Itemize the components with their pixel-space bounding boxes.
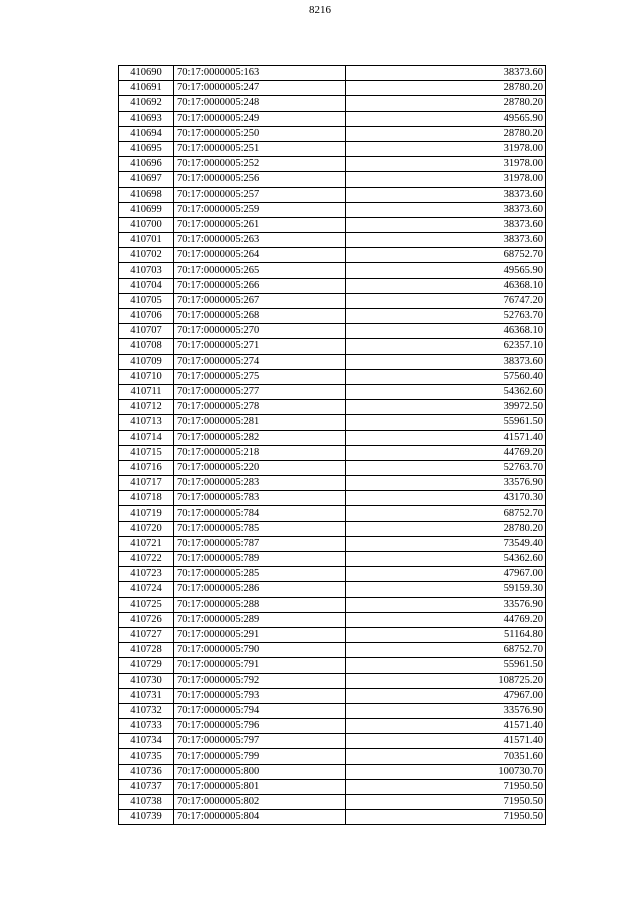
row-number-cell: 410737	[119, 779, 174, 794]
value-cell: 76747.20	[346, 293, 546, 308]
value-cell: 44769.20	[346, 612, 546, 627]
cadastral-number-cell: 70:17:0000005:263	[174, 233, 346, 248]
value-cell: 73549.40	[346, 536, 546, 551]
cadastral-number-cell: 70:17:0000005:268	[174, 309, 346, 324]
value-cell: 52763.70	[346, 460, 546, 475]
table-row	[119, 445, 546, 460]
value-cell: 59159.30	[346, 582, 546, 597]
table-row	[119, 415, 546, 430]
table-row	[119, 400, 546, 415]
value-cell: 70351.60	[346, 749, 546, 764]
table-row	[119, 430, 546, 445]
row-number-cell: 410719	[119, 506, 174, 521]
cadastral-number-cell: 70:17:0000005:270	[174, 324, 346, 339]
table-row	[119, 384, 546, 399]
table-row	[119, 658, 546, 673]
row-number-cell: 410726	[119, 612, 174, 627]
row-number-cell: 410720	[119, 521, 174, 536]
table-row	[119, 202, 546, 217]
cadastral-number-cell: 70:17:0000005:281	[174, 415, 346, 430]
row-number-cell: 410709	[119, 354, 174, 369]
cadastral-number-cell: 70:17:0000005:796	[174, 719, 346, 734]
row-number-cell: 410704	[119, 278, 174, 293]
cadastral-number-cell: 70:17:0000005:247	[174, 81, 346, 96]
value-cell: 100730.70	[346, 764, 546, 779]
table-body	[119, 66, 546, 825]
table-row	[119, 779, 546, 794]
table-row	[119, 764, 546, 779]
row-number-cell: 410699	[119, 202, 174, 217]
value-cell: 33576.90	[346, 703, 546, 718]
table-row	[119, 521, 546, 536]
cadastral-number-cell: 70:17:0000005:783	[174, 491, 346, 506]
cadastral-number-cell: 70:17:0000005:285	[174, 567, 346, 582]
table-row	[119, 157, 546, 172]
row-number-cell: 410703	[119, 263, 174, 278]
row-number-cell: 410717	[119, 476, 174, 491]
value-cell: 49565.90	[346, 111, 546, 126]
value-cell: 38373.60	[346, 354, 546, 369]
table-row	[119, 582, 546, 597]
row-number-cell: 410725	[119, 597, 174, 612]
table-row	[119, 369, 546, 384]
cadastral-number-cell: 70:17:0000005:220	[174, 460, 346, 475]
row-number-cell: 410728	[119, 643, 174, 658]
value-cell: 28780.20	[346, 126, 546, 141]
row-number-cell: 410716	[119, 460, 174, 475]
cadastral-number-cell: 70:17:0000005:275	[174, 369, 346, 384]
table-row	[119, 719, 546, 734]
cadastral-number-cell: 70:17:0000005:257	[174, 187, 346, 202]
row-number-cell: 410721	[119, 536, 174, 551]
row-number-cell: 410697	[119, 172, 174, 187]
cadastral-number-cell: 70:17:0000005:799	[174, 749, 346, 764]
row-number-cell: 410724	[119, 582, 174, 597]
table-row	[119, 612, 546, 627]
table-row	[119, 66, 546, 81]
row-number-cell: 410698	[119, 187, 174, 202]
row-number-cell: 410731	[119, 688, 174, 703]
value-cell: 108725.20	[346, 673, 546, 688]
row-number-cell: 410714	[119, 430, 174, 445]
value-cell: 38373.60	[346, 187, 546, 202]
cadastral-number-cell: 70:17:0000005:283	[174, 476, 346, 491]
cadastral-number-cell: 70:17:0000005:792	[174, 673, 346, 688]
cadastral-number-cell: 70:17:0000005:277	[174, 384, 346, 399]
row-number-cell: 410706	[119, 309, 174, 324]
table-row	[119, 248, 546, 263]
table-row	[119, 324, 546, 339]
row-number-cell: 410732	[119, 703, 174, 718]
value-cell: 52763.70	[346, 309, 546, 324]
value-cell: 49565.90	[346, 263, 546, 278]
table-row	[119, 354, 546, 369]
cadastral-number-cell: 70:17:0000005:794	[174, 703, 346, 718]
row-number-cell: 410701	[119, 233, 174, 248]
value-cell: 41571.40	[346, 719, 546, 734]
value-cell: 38373.60	[346, 217, 546, 232]
cadastral-number-cell: 70:17:0000005:789	[174, 552, 346, 567]
table-row	[119, 536, 546, 551]
row-number-cell: 410718	[119, 491, 174, 506]
table-row	[119, 126, 546, 141]
row-number-cell: 410715	[119, 445, 174, 460]
row-number-cell: 410700	[119, 217, 174, 232]
row-number-cell: 410690	[119, 66, 174, 81]
row-number-cell: 410692	[119, 96, 174, 111]
page-number: 8216	[309, 4, 331, 16]
cadastral-number-cell: 70:17:0000005:793	[174, 688, 346, 703]
row-number-cell: 410723	[119, 567, 174, 582]
cadastral-number-cell: 70:17:0000005:804	[174, 810, 346, 825]
cadastral-number-cell: 70:17:0000005:256	[174, 172, 346, 187]
table-row	[119, 293, 546, 308]
cadastral-number-cell: 70:17:0000005:251	[174, 141, 346, 156]
cadastral-number-cell: 70:17:0000005:267	[174, 293, 346, 308]
table-row	[119, 734, 546, 749]
value-cell: 71950.50	[346, 795, 546, 810]
value-cell: 33576.90	[346, 597, 546, 612]
cadastral-number-cell: 70:17:0000005:261	[174, 217, 346, 232]
cadastral-number-cell: 70:17:0000005:289	[174, 612, 346, 627]
table-row	[119, 703, 546, 718]
value-cell: 47967.00	[346, 567, 546, 582]
table-row	[119, 217, 546, 232]
cadastral-number-cell: 70:17:0000005:286	[174, 582, 346, 597]
value-cell: 54362.60	[346, 552, 546, 567]
value-cell: 43170.30	[346, 491, 546, 506]
row-number-cell: 410694	[119, 126, 174, 141]
table-row	[119, 795, 546, 810]
value-cell: 31978.00	[346, 157, 546, 172]
cadastral-number-cell: 70:17:0000005:802	[174, 795, 346, 810]
row-number-cell: 410727	[119, 627, 174, 642]
table-row	[119, 506, 546, 521]
row-number-cell: 410710	[119, 369, 174, 384]
value-cell: 57560.40	[346, 369, 546, 384]
row-number-cell: 410734	[119, 734, 174, 749]
cadastral-number-cell: 70:17:0000005:791	[174, 658, 346, 673]
row-number-cell: 410695	[119, 141, 174, 156]
value-cell: 47967.00	[346, 688, 546, 703]
row-number-cell: 410738	[119, 795, 174, 810]
cadastral-number-cell: 70:17:0000005:249	[174, 111, 346, 126]
cadastral-number-cell: 70:17:0000005:163	[174, 66, 346, 81]
value-cell: 28780.20	[346, 81, 546, 96]
table-row	[119, 491, 546, 506]
row-number-cell: 410691	[119, 81, 174, 96]
cadastral-number-cell: 70:17:0000005:248	[174, 96, 346, 111]
value-cell: 38373.60	[346, 202, 546, 217]
row-number-cell: 410702	[119, 248, 174, 263]
cadastral-number-cell: 70:17:0000005:801	[174, 779, 346, 794]
value-cell: 38373.60	[346, 233, 546, 248]
value-cell: 28780.20	[346, 96, 546, 111]
table-row	[119, 263, 546, 278]
row-number-cell: 410696	[119, 157, 174, 172]
table-row	[119, 597, 546, 612]
cadastral-number-cell: 70:17:0000005:785	[174, 521, 346, 536]
value-cell: 33576.90	[346, 476, 546, 491]
table-row	[119, 111, 546, 126]
value-cell: 71950.50	[346, 779, 546, 794]
cadastral-number-cell: 70:17:0000005:264	[174, 248, 346, 263]
table-row	[119, 627, 546, 642]
value-cell: 55961.50	[346, 658, 546, 673]
table-row	[119, 460, 546, 475]
value-cell: 44769.20	[346, 445, 546, 460]
value-cell: 46368.10	[346, 324, 546, 339]
cadastral-number-cell: 70:17:0000005:266	[174, 278, 346, 293]
value-cell: 39972.50	[346, 400, 546, 415]
table-row	[119, 749, 546, 764]
row-number-cell: 410708	[119, 339, 174, 354]
value-cell: 46368.10	[346, 278, 546, 293]
value-cell: 68752.70	[346, 248, 546, 263]
row-number-cell: 410693	[119, 111, 174, 126]
value-cell: 31978.00	[346, 141, 546, 156]
table-row	[119, 339, 546, 354]
value-cell: 68752.70	[346, 506, 546, 521]
cadastral-number-cell: 70:17:0000005:265	[174, 263, 346, 278]
table-row	[119, 187, 546, 202]
value-cell: 51164.80	[346, 627, 546, 642]
row-number-cell: 410730	[119, 673, 174, 688]
cadastral-number-cell: 70:17:0000005:800	[174, 764, 346, 779]
value-cell: 28780.20	[346, 521, 546, 536]
cadastral-number-cell: 70:17:0000005:250	[174, 126, 346, 141]
row-number-cell: 410735	[119, 749, 174, 764]
cadastral-number-cell: 70:17:0000005:282	[174, 430, 346, 445]
row-number-cell: 410739	[119, 810, 174, 825]
row-number-cell: 410729	[119, 658, 174, 673]
table-row	[119, 81, 546, 96]
table-row	[119, 278, 546, 293]
table-row	[119, 96, 546, 111]
cadastral-number-cell: 70:17:0000005:784	[174, 506, 346, 521]
table-row	[119, 567, 546, 582]
row-number-cell: 410707	[119, 324, 174, 339]
table-row	[119, 552, 546, 567]
row-number-cell: 410711	[119, 384, 174, 399]
table-row	[119, 810, 546, 825]
value-cell: 55961.50	[346, 415, 546, 430]
value-cell: 68752.70	[346, 643, 546, 658]
row-number-cell: 410722	[119, 552, 174, 567]
cadastral-number-cell: 70:17:0000005:218	[174, 445, 346, 460]
row-number-cell: 410705	[119, 293, 174, 308]
table-row	[119, 233, 546, 248]
value-cell: 41571.40	[346, 734, 546, 749]
cadastral-number-cell: 70:17:0000005:271	[174, 339, 346, 354]
value-cell: 71950.50	[346, 810, 546, 825]
value-cell: 31978.00	[346, 172, 546, 187]
cadastral-value-table	[118, 65, 546, 825]
value-cell: 41571.40	[346, 430, 546, 445]
table-row	[119, 673, 546, 688]
value-cell: 62357.10	[346, 339, 546, 354]
cadastral-number-cell: 70:17:0000005:790	[174, 643, 346, 658]
table-row	[119, 141, 546, 156]
cadastral-number-cell: 70:17:0000005:288	[174, 597, 346, 612]
row-number-cell: 410733	[119, 719, 174, 734]
table-row	[119, 643, 546, 658]
cadastral-number-cell: 70:17:0000005:787	[174, 536, 346, 551]
value-cell: 38373.60	[346, 66, 546, 81]
cadastral-number-cell: 70:17:0000005:797	[174, 734, 346, 749]
table-row	[119, 309, 546, 324]
row-number-cell: 410713	[119, 415, 174, 430]
cadastral-number-cell: 70:17:0000005:278	[174, 400, 346, 415]
table-row	[119, 476, 546, 491]
cadastral-number-cell: 70:17:0000005:259	[174, 202, 346, 217]
table-row	[119, 688, 546, 703]
row-number-cell: 410712	[119, 400, 174, 415]
cadastral-number-cell: 70:17:0000005:291	[174, 627, 346, 642]
cadastral-number-cell: 70:17:0000005:274	[174, 354, 346, 369]
value-cell: 54362.60	[346, 384, 546, 399]
table-row	[119, 172, 546, 187]
cadastral-number-cell: 70:17:0000005:252	[174, 157, 346, 172]
row-number-cell: 410736	[119, 764, 174, 779]
